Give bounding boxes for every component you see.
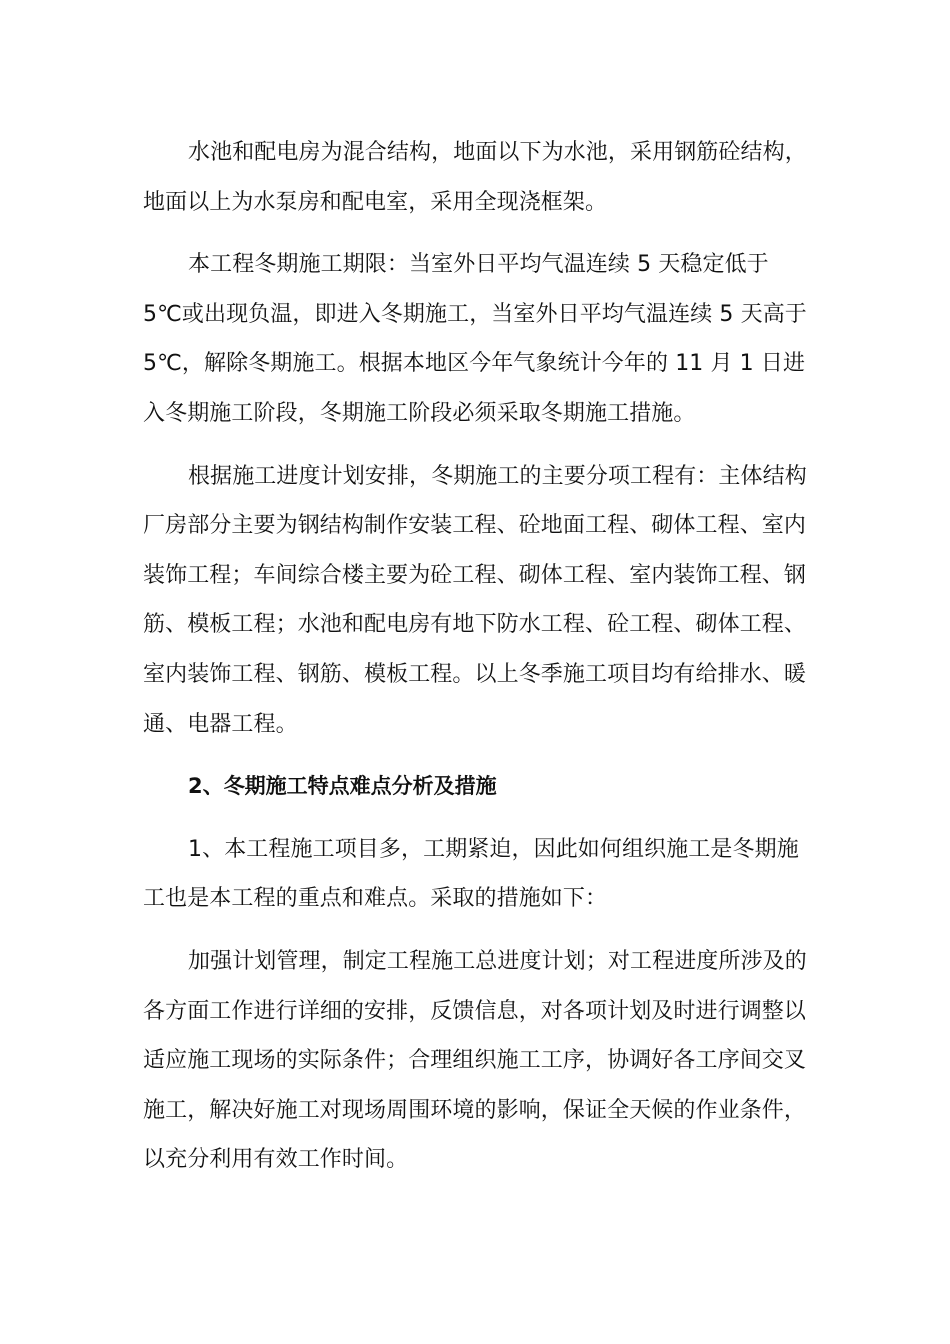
- paragraph-winter-period: 本工程冬期施工期限：当室外日平均气温连续 5 天稳定低于 5℃或出现负温，即进入冬期施工，当室外日平均气温连续 5 天高于5℃，解除冬期施工。根据本地区今年气象统计今年的 11 月 1 日进入冬期施工阶段，冬期施工阶段必须采取冬期施工措施。: [143, 252, 807, 426]
- document-body: [143, 128, 808, 1185]
- paragraph-difficulty: 1、本工程施工项目多，工期紧迫，因此如何组织施工是冬期施工也是本工程的重点和难点。采取的措施如下：: [143, 836, 799, 912]
- paragraph-structure: 水池和配电房为混合结构，地面以下为水池，采用钢筋砼结构，地面以上为水泵房和配电室，采用全现浇框架。: [143, 140, 807, 215]
- paragraph-work-items: 根据施工进度计划安排，冬期施工的主要分项工程有：主体结构厂房部分主要为钢结构制作安装工程、砼地面工程、砌体工程、室内装饰工程；车间综合楼主要为砼工程、砌体工程、室内装饰工程、钢筋、模板工程；水池和配电房有地下防水工程、砼工程、砌体工程、室内装饰工程、钢筋、模板工程。以上冬季施工项目均有给排水、暖通、电器工程。: [143, 463, 807, 737]
- section-heading: 2、冬期施工特点难点分析及措施: [188, 774, 497, 799]
- paragraph-measures: 加强计划管理，制定工程施工总进度计划；对工程进度所涉及的各方面工作进行详细的安排，反馈信息，对各项计划及时进行调整以适应施工现场的实际条件；合理组织施工工序，协调好各工序间交叉施工，解决好施工对现场周围环境的影响，保证全天候的作业条件，以充分利用有效工作时间。: [143, 948, 807, 1173]
